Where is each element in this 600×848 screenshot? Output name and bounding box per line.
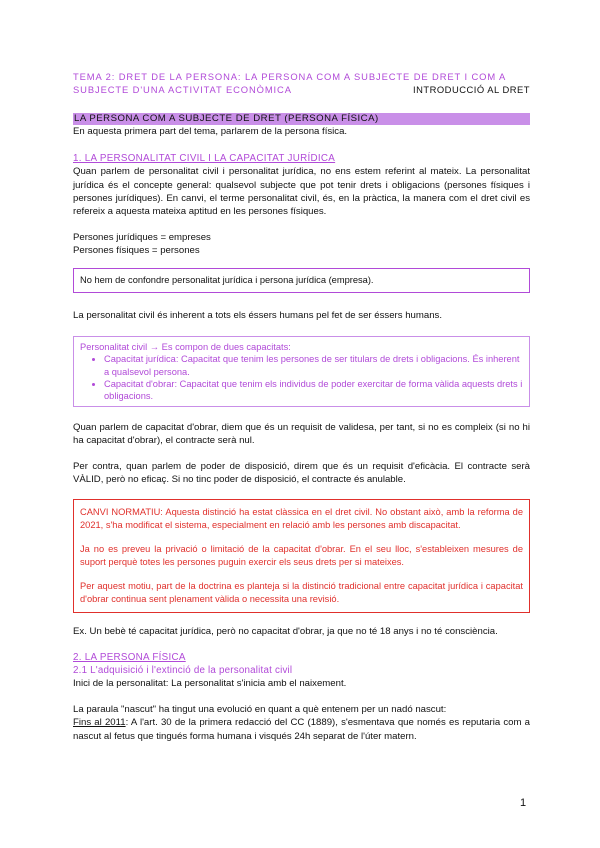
heading-2-1: 2.1 L'adquisició i l'extinció de la personalitat civil: [73, 664, 293, 676]
header-row-2: [73, 83, 530, 96]
capacity-item-juridica: • Capacitat jurídica: Capacitat que tenim les persones de ser titulars de drets i obligacions. És inherent a qualsevol persona.: [104, 353, 523, 378]
capacity-item-obrar: • Capacitat d'obrar: Capacitat que tenim els individus de poder exercitar de forma vàlida aquests drets i obligacions.: [104, 378, 523, 403]
note-box-1: [73, 268, 530, 293]
section-intro: En aquesta primera part del tema, parlarem de la persona física.: [73, 126, 348, 138]
equation-fisiques: Persones físiques = persones: [73, 245, 200, 257]
document-page: [73, 70, 530, 743]
regulatory-change-p1: CANVI NORMATIU: Aquesta distinció ha estat clàssica en el dret civil. No obstant això, amb la reforma de 2021, s'ha modificat el sistema, especialment en relació amb les persones amb discapacitat.: [80, 506, 523, 530]
regulatory-change-p2: Ja no es preveu la privació o limitació de la capacitat d'obrar. En el seu lloc, s'estableixen mesures de suport perquè totes les persones puguin exercir els seus drets per si mateixes.: [80, 543, 523, 567]
paragraph-7: La paraula "nascut" ha tingut una evolució en quant a què entenem per un nadó nascut:: [73, 704, 447, 716]
note-box-1-text: No hem de confondre personalitat jurídica i persona jurídica (empresa).: [80, 274, 374, 285]
regulatory-change-box: [73, 499, 530, 613]
paragraph-1: Quan parlem de personalitat civil i personalitat jurídica, no ens estem referint al mateix. La personalitat jurídica és el concepte general: qualsevol subjecte que pot tenir drets i obligacions (persones físiques i persones jurídiques). En canvi, el terme personalitat civil, és, en la pràctica, la manera com el dret civil es refereix a aquesta mateixa aptitud en les persones físiques.: [73, 166, 530, 218]
paragraph-8-label: Fins al 2011: [73, 717, 126, 729]
paragraph-8: [73, 716, 530, 742]
heading-2: 2. LA PERSONA FÍSICA: [73, 651, 186, 663]
capacities-list: [80, 353, 523, 403]
page-number: 1: [520, 797, 527, 809]
capacities-intro: Personalitat civil → Es compon de dues capacitats:: [80, 341, 291, 352]
paragraph-6: Inici de la personalitat: La personalitat s'inicia amb el naixement.: [73, 677, 347, 689]
header-line-2: SUBJECTE D'UNA ACTIVITAT ECONÒMICA: [73, 84, 292, 96]
paragraph-3: Quan parlem de capacitat d'obrar, diem que és un requisit de validesa, per tant, si no es compleix (si no hi ha capacitat d'obrar), el contracte serà nul.: [73, 421, 530, 447]
course-title: INTRODUCCIÓ AL DRET: [413, 84, 530, 96]
paragraph-5: Ex. Un bebè té capacitat jurídica, però no capacitat d'obrar, ja que no té 18 anys i no té consciència.: [73, 625, 498, 637]
equation-juridiques: Persones jurídiques = empreses: [73, 232, 211, 244]
section-title-bar: LA PERSONA COM A SUBJECTE DE DRET (PERSONA FÍSICA): [73, 113, 530, 125]
capacities-box: [73, 336, 530, 407]
paragraph-8-text: : A l'art. 30 de la primera redacció del CC (1889), s'esmentava que només es reputaria com a nascut al fetus que tingués forma humana i visqués 24h separat de l'úter matern.: [73, 717, 530, 742]
heading-1: 1. LA PERSONALITAT CIVIL I LA CAPACITAT JURÍDICA: [73, 153, 336, 165]
regulatory-change-p3: Per aquest motiu, part de la doctrina es planteja si la distinció tradicional entre capacitat jurídica i capacitat d'obrar continua sent plenament vàlida o necessita una revisió.: [80, 580, 523, 604]
paragraph-4: Per contra, quan parlem de poder de disposició, direm que és un requisit d'eficàcia. El contracte serà VÀLID, però no eficaç. Si no tinc poder de disposició, el contracte és anulable.: [73, 461, 530, 486]
header-line-1: TEMA 2: DRET DE LA PERSONA: LA PERSONA COM A SUBJECTE DE DRET I COM A: [73, 71, 507, 82]
paragraph-2: La personalitat civil és inherent a tots els éssers humans pel fet de ser éssers humans.: [73, 309, 443, 321]
